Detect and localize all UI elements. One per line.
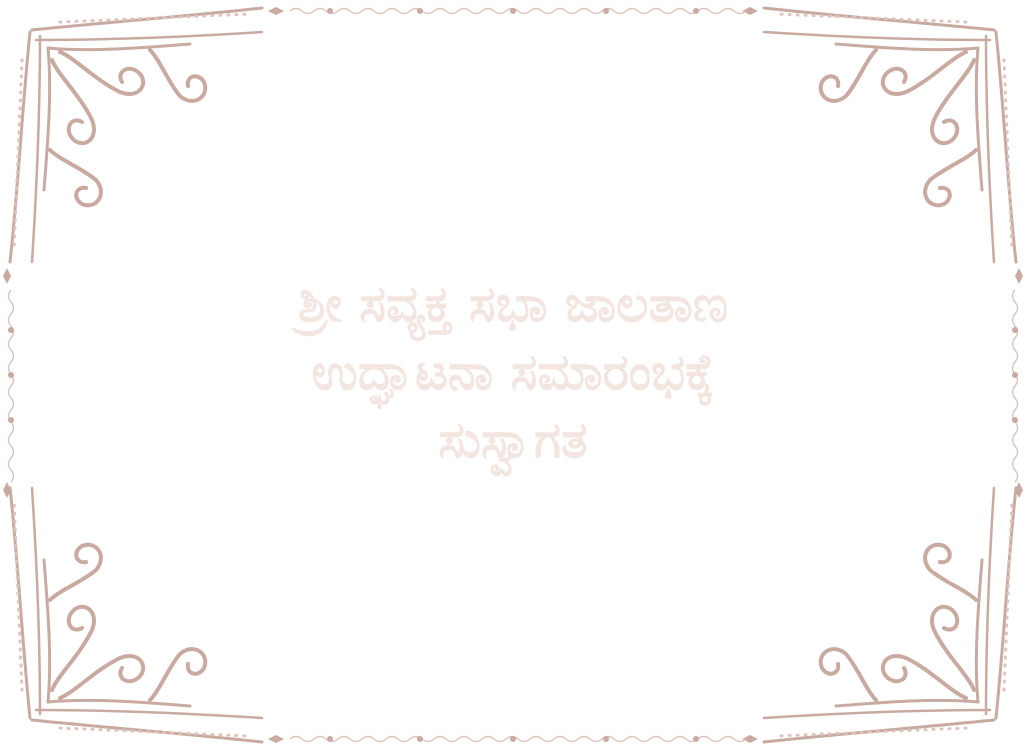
welcome-line-1: ಶ್ರೀ ಸವ್ಯಕ್ತ ಸಭಾ ಜಾಲತಾಣ: [297, 275, 729, 333]
welcome-message: [100, 270, 926, 474]
welcome-line-2: ಉದ್ಘಾಟನಾ ಸಮಾರಂಭಕ್ಕೆ: [311, 343, 715, 401]
welcome-line-3: ಸುಸ್ವಾಗತ: [438, 411, 588, 469]
